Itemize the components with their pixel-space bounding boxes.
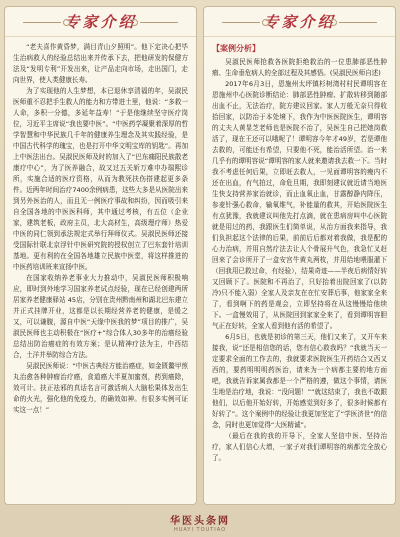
footer <box>0 508 400 537</box>
paragraph: 为了实现他的人生梦想，本已退休享清福的年，吴淑民医师重不忍把手生救人的能力和方带进土里，他说：“多救一人命，多积一分德，多延年益寿！”于是他继续坚守医疗岗位，习近平主席说“我也要中医”。“中医药学凝聚着深厚的哲学智慧和中华民族几千年的健康养生理念及其实践经验，是中国古代科学的瑰宝，也是打开中华文明宝库的钥匙”。再加上中医法出台。吴淑民医师及时的加入了“巴东痛阳民族散老康疗中心”，为了医养融合，故又过五关斩万难申办瑞熙诊所，实施合适的医疗资格，从而为教死扶伤搭建起更多条件。近两年时间治疗7400余例病患，这些大多是从医院出来到另外医治的人，而且无一例医疗事故和纠纷，因而吸引来自全国各地的中医医科师，其中通过考核，有五位（企业家，建筑老板，政府主员，北大高材生，高级理疗师）热爱中医的同仁领到承法规定式举行拜师仪式。吴淑民医师还接受国际针联北京浮针中医研究院的授权创立了巴东套针培训基地。更有利的在全国各地雄立民族中医堂，将这样推进的中医药培训班来宣扬中医。 <box>13 87 188 271</box>
right-body <box>204 37 395 464</box>
paragraph: （最后在我的我的开导下，全家人坚信中医、坚持治疗，家人们信心大增，一家子对我们谭明容的病都完全放心了。 <box>212 432 387 462</box>
paragraph: 2017年6月3日，恩施州太坪镇杉树湾村村民谭明容在恩施州中心医院诊断结论：肺部恶性肿瘤、扩散转移到随部出血不止，无法治疗，院方建议回家。家人万般无奈只得收拾回家，以防治于本处境下，我作为中医医院医生，谭明容的丈夫人黄显芝老师也是医院不治了，吴医生自己把她岗救活了，现在王还可以哦呢了！谭明容今年才49岁，若是谭他去救的，可能还有希望，只要他不死，能治活所望。治一来几乎有的谭明容说“谭明容的家人就来邀请我去救一下。当时我不考虑任何后果，立即赶去救人，一见面谭明容的瘦内不还在出血，有气拍过，命危旦期，我即刻建议就近请当地医生快支持营养家治就诊，而止血氧止血，甘露醇静内降压，参麦针强心救命，输氧维气，补能量的救其，开始医院医生有点犹豫，我就建议叫他先打点滴，就在患病房叫中心医院就是用过的药，我跟医生们简单说，从治方面我来指导，我们负担起这个法律的后果，前前后后都对着我做，我是配的心力治病，并用自然疗法去让人个骨展升气色，我急忙叉赶回来了会诊所开了一盒安宫牛黄丸两枚，并用给地喂服灌下（回我用已救过命，有经验），结果奇迹——半夜后病情好转又回顾下了。医院和不再治了，只好抬着出院回家了(以防冷)只不能入弱）全家人及亲友在在忙安葬后事，他家家全来了，看到啊下的药是观会，立即坚持将在从这慢慢给他续下。一盒慢效用了，从医院回到家家全来了，看到谭明容胆气正在好转，全家人看到他有活的希望了。 <box>212 80 387 330</box>
left-body <box>5 37 196 416</box>
footer-brand-logo: 华医头条网 <box>170 516 230 527</box>
paragraph: 6月5日，也就是初诊的第三天，他们又来了，又开车来接我，说“还是相信您的话，您有信心救我吗？”我就当天一定要求全面的工作去的，我就要求医院医生开药结合又西又西的，要药明明明药医治，请来为一个病都主要的地方面吧，我就告诉家属我都是一个严格的遵，做这个事情，请医生地是治疗地，我说：“没问题！”“就这结束了，我也不敢跟他们，以后他开始好转，开始感觉到好多了，很多时候都有好转了”。这个案例中的经验让我更加坚定了“学医济世”的信念，同时也更加觉得“大医精诚”。 <box>212 333 387 429</box>
paragraph: “老夫喜作黄昏梦，满目青山夕照明”。他下定决心把毕生治病救人的经验总结出来并传承下去，把他研发的保健方法及“发明专利”开发出来，让产品走向市场，走出国门，走向世界，使人类健康长寿。 <box>13 43 188 84</box>
section-title: 【案例分析】 <box>212 44 260 53</box>
header-rule <box>140 22 178 23</box>
left-column <box>4 6 197 505</box>
header-rule <box>339 22 377 23</box>
header-ornament-icon <box>131 19 138 26</box>
footer-subtitle: HUAYI TOUTIAO <box>173 527 227 533</box>
header-ornament-icon <box>63 19 70 26</box>
left-header <box>5 7 196 37</box>
header-rule <box>23 22 61 23</box>
header-ornament-icon <box>262 19 269 26</box>
right-header <box>204 7 395 37</box>
paragraph: 吴淑民医师说：“中医古典经方能治癌症，如金匮鳖甲煎丸治愈各种肿瘤治疗癌，食道癌大半夏加蜜剂，药到癌除，效可计。扶正祛邪的真话名言可激活病人大脑松果体发出生命的火光，强化他的免疫力，的确效如神。有很多实例可证实这一点！” <box>13 362 188 414</box>
right-header-title: 专家介绍 <box>263 13 336 31</box>
left-header-title: 专家介绍 <box>64 13 137 31</box>
header-rule <box>222 22 260 23</box>
header-ornament-icon <box>330 19 337 26</box>
right-column <box>203 6 396 505</box>
paragraph: 吴淑民医师抢救各医院拒绝救治的一位患肺部恶性肿瘤、生命垂危病人的全部过程及其感悟。(吴淑民医师自述) <box>212 58 387 77</box>
paragraph: 在国家收纳养老事业大力推动中，吴淑民医师积极响应，即时到外地学习国家养老试点经验，现在已经创建两所居家养老健康驿站 45店，分别在贵州黔南州和湖北巴东建立并正式挂牌开业，这都是以长期经营养老的健康，是缓之又，可以谦腹，源自中医“天缘中医我的梦”项目的推广，吴淑民医师也主动积极在“医疗+”综合体人30多年的治癌经验总结出防治癌症的有效方案；是认精神疗法为主，中西结合，土洋并举防综合方法。 <box>13 274 188 359</box>
